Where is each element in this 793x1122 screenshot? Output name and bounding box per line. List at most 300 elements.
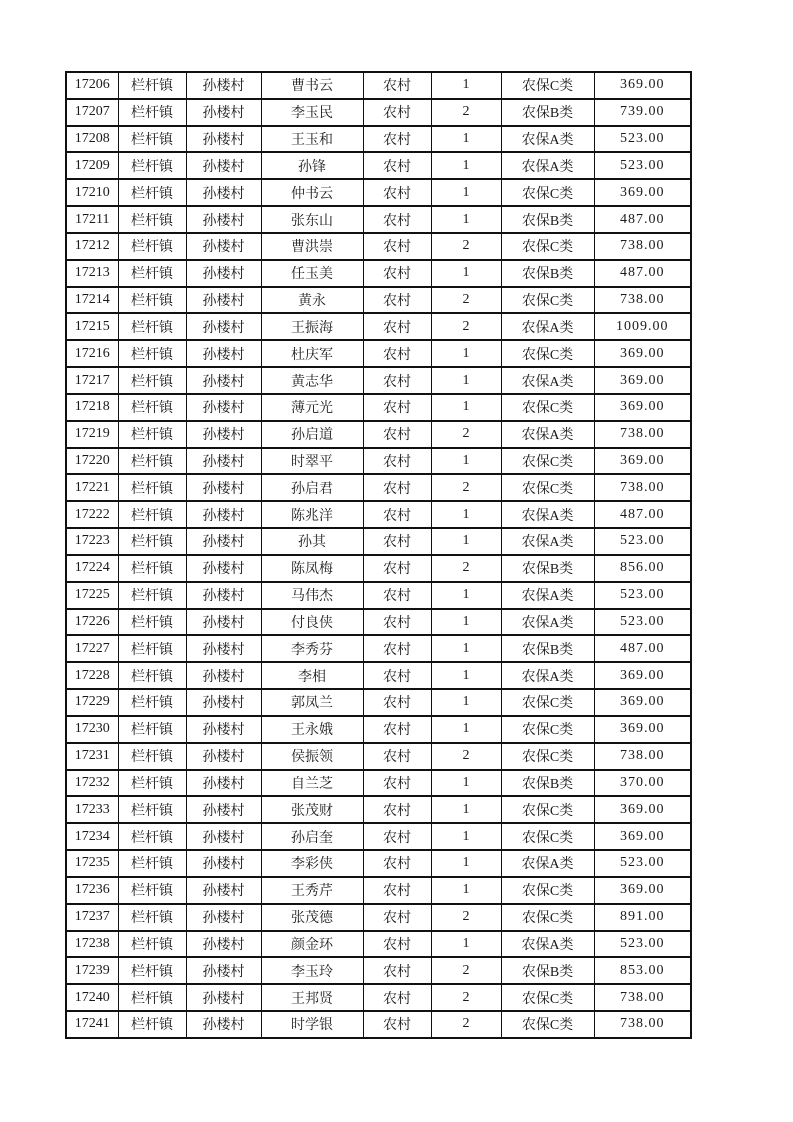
table-cell-id: 17238 (66, 931, 118, 958)
table-cell-insurance_class: 农保A类 (501, 421, 594, 448)
table-row (66, 823, 691, 850)
table-cell-town: 栏杆镇 (118, 877, 186, 904)
table-cell-residence_type: 农村 (363, 448, 431, 475)
table-cell-town: 栏杆镇 (118, 206, 186, 233)
table-row (66, 609, 691, 636)
table-cell-name: 王振海 (261, 313, 363, 340)
table-cell-town: 栏杆镇 (118, 984, 186, 1011)
table-row (66, 99, 691, 126)
table-cell-town: 栏杆镇 (118, 448, 186, 475)
table-cell-name: 张茂财 (261, 796, 363, 823)
table-row (66, 179, 691, 206)
table-cell-amount: 523.00 (594, 850, 691, 877)
table-row (66, 501, 691, 528)
table-cell-amount: 523.00 (594, 528, 691, 555)
table-cell-village: 孙楼村 (186, 743, 261, 770)
table-cell-person_count: 2 (431, 984, 501, 1011)
table-cell-id: 17235 (66, 850, 118, 877)
table-cell-id: 17222 (66, 501, 118, 528)
table-row (66, 716, 691, 743)
table-row (66, 152, 691, 179)
table-cell-name: 仲书云 (261, 179, 363, 206)
table-cell-residence_type: 农村 (363, 984, 431, 1011)
table-cell-village: 孙楼村 (186, 904, 261, 931)
table-cell-residence_type: 农村 (363, 823, 431, 850)
table-cell-village: 孙楼村 (186, 662, 261, 689)
table-cell-insurance_class: 农保A类 (501, 152, 594, 179)
table-cell-village: 孙楼村 (186, 635, 261, 662)
table-cell-insurance_class: 农保B类 (501, 206, 594, 233)
table-cell-village: 孙楼村 (186, 340, 261, 367)
table-cell-name: 曹洪崇 (261, 233, 363, 260)
table-cell-town: 栏杆镇 (118, 528, 186, 555)
table-cell-id: 17213 (66, 260, 118, 287)
table-cell-village: 孙楼村 (186, 689, 261, 716)
table-cell-insurance_class: 农保C类 (501, 1011, 594, 1038)
table-cell-village: 孙楼村 (186, 313, 261, 340)
table-cell-insurance_class: 农保A类 (501, 582, 594, 609)
table-row (66, 635, 691, 662)
table-row (66, 206, 691, 233)
table-cell-id: 17208 (66, 126, 118, 153)
table-cell-amount: 369.00 (594, 72, 691, 99)
table-cell-id: 17217 (66, 367, 118, 394)
table-cell-amount: 523.00 (594, 126, 691, 153)
table-cell-name: 陈凤梅 (261, 555, 363, 582)
table-cell-name: 时学银 (261, 1011, 363, 1038)
table-cell-village: 孙楼村 (186, 126, 261, 153)
table-cell-amount: 369.00 (594, 796, 691, 823)
table-cell-residence_type: 农村 (363, 689, 431, 716)
table-cell-town: 栏杆镇 (118, 394, 186, 421)
data-table (65, 71, 692, 1039)
table-cell-insurance_class: 农保C类 (501, 287, 594, 314)
table-cell-residence_type: 农村 (363, 931, 431, 958)
table-cell-insurance_class: 农保C类 (501, 796, 594, 823)
table-cell-person_count: 2 (431, 421, 501, 448)
table-row (66, 796, 691, 823)
table-cell-village: 孙楼村 (186, 179, 261, 206)
table-cell-amount: 738.00 (594, 743, 691, 770)
table-cell-person_count: 2 (431, 957, 501, 984)
table-row (66, 770, 691, 797)
table-row (66, 877, 691, 904)
table-cell-residence_type: 农村 (363, 233, 431, 260)
table-cell-amount: 856.00 (594, 555, 691, 582)
table-cell-village: 孙楼村 (186, 609, 261, 636)
table-cell-person_count: 1 (431, 340, 501, 367)
table-cell-residence_type: 农村 (363, 313, 431, 340)
table-cell-person_count: 1 (431, 609, 501, 636)
table-cell-person_count: 2 (431, 313, 501, 340)
table-cell-insurance_class: 农保C类 (501, 689, 594, 716)
table-cell-residence_type: 农村 (363, 367, 431, 394)
table-cell-person_count: 1 (431, 931, 501, 958)
table-cell-name: 王邦贤 (261, 984, 363, 1011)
table-cell-residence_type: 农村 (363, 72, 431, 99)
table-row (66, 233, 691, 260)
table-cell-amount: 369.00 (594, 689, 691, 716)
table-cell-amount: 738.00 (594, 474, 691, 501)
table-cell-village: 孙楼村 (186, 528, 261, 555)
table-cell-residence_type: 农村 (363, 662, 431, 689)
table-cell-id: 17209 (66, 152, 118, 179)
table-row (66, 367, 691, 394)
table-cell-name: 马伟杰 (261, 582, 363, 609)
table-cell-id: 17234 (66, 823, 118, 850)
table-cell-amount: 891.00 (594, 904, 691, 931)
table-cell-id: 17215 (66, 313, 118, 340)
table-cell-amount: 370.00 (594, 770, 691, 797)
table-cell-name: 郭凤兰 (261, 689, 363, 716)
table-cell-person_count: 2 (431, 287, 501, 314)
table-cell-residence_type: 农村 (363, 609, 431, 636)
table-cell-person_count: 1 (431, 72, 501, 99)
table-cell-residence_type: 农村 (363, 421, 431, 448)
table-cell-insurance_class: 农保A类 (501, 528, 594, 555)
table-cell-amount: 523.00 (594, 582, 691, 609)
table-cell-village: 孙楼村 (186, 823, 261, 850)
table-cell-insurance_class: 农保B类 (501, 99, 594, 126)
table-cell-town: 栏杆镇 (118, 1011, 186, 1038)
table-cell-id: 17239 (66, 957, 118, 984)
table-cell-residence_type: 农村 (363, 635, 431, 662)
table-row (66, 850, 691, 877)
table-cell-person_count: 1 (431, 528, 501, 555)
table-cell-id: 17224 (66, 555, 118, 582)
table-cell-residence_type: 农村 (363, 394, 431, 421)
table-cell-village: 孙楼村 (186, 716, 261, 743)
table-row (66, 72, 691, 99)
table-cell-name: 李彩侠 (261, 850, 363, 877)
table-cell-insurance_class: 农保C类 (501, 340, 594, 367)
table-cell-village: 孙楼村 (186, 474, 261, 501)
table-row (66, 126, 691, 153)
table-cell-name: 孙锋 (261, 152, 363, 179)
table-cell-residence_type: 农村 (363, 206, 431, 233)
table-cell-id: 17233 (66, 796, 118, 823)
table-cell-name: 孙启君 (261, 474, 363, 501)
table-cell-residence_type: 农村 (363, 582, 431, 609)
table-cell-insurance_class: 农保C类 (501, 743, 594, 770)
table-cell-residence_type: 农村 (363, 474, 431, 501)
table-cell-residence_type: 农村 (363, 743, 431, 770)
table-cell-id: 17216 (66, 340, 118, 367)
table-cell-residence_type: 农村 (363, 528, 431, 555)
table-cell-residence_type: 农村 (363, 957, 431, 984)
table-cell-person_count: 1 (431, 635, 501, 662)
table-cell-village: 孙楼村 (186, 957, 261, 984)
table-cell-amount: 738.00 (594, 421, 691, 448)
table-cell-village: 孙楼村 (186, 850, 261, 877)
table-cell-village: 孙楼村 (186, 99, 261, 126)
table-cell-village: 孙楼村 (186, 770, 261, 797)
table-cell-amount: 369.00 (594, 823, 691, 850)
table-cell-name: 王玉和 (261, 126, 363, 153)
table-cell-amount: 487.00 (594, 501, 691, 528)
table-cell-amount: 523.00 (594, 152, 691, 179)
table-cell-residence_type: 农村 (363, 555, 431, 582)
table-cell-town: 栏杆镇 (118, 635, 186, 662)
table-row (66, 448, 691, 475)
table-cell-person_count: 2 (431, 555, 501, 582)
table-cell-name: 颜金环 (261, 931, 363, 958)
table-cell-person_count: 2 (431, 904, 501, 931)
table-cell-residence_type: 农村 (363, 770, 431, 797)
table-cell-id: 17221 (66, 474, 118, 501)
table-cell-town: 栏杆镇 (118, 796, 186, 823)
table-cell-town: 栏杆镇 (118, 770, 186, 797)
table-cell-person_count: 1 (431, 850, 501, 877)
table-cell-village: 孙楼村 (186, 796, 261, 823)
table-cell-town: 栏杆镇 (118, 501, 186, 528)
table-cell-amount: 369.00 (594, 716, 691, 743)
table-cell-amount: 487.00 (594, 635, 691, 662)
table-cell-name: 李玉玲 (261, 957, 363, 984)
table-cell-name: 李玉民 (261, 99, 363, 126)
table-row (66, 313, 691, 340)
table-cell-town: 栏杆镇 (118, 152, 186, 179)
table-cell-village: 孙楼村 (186, 501, 261, 528)
table-row (66, 528, 691, 555)
table-row (66, 931, 691, 958)
table-cell-person_count: 1 (431, 206, 501, 233)
table-cell-insurance_class: 农保A类 (501, 662, 594, 689)
table-cell-residence_type: 农村 (363, 716, 431, 743)
table-cell-id: 17214 (66, 287, 118, 314)
table-cell-town: 栏杆镇 (118, 179, 186, 206)
table-cell-person_count: 1 (431, 716, 501, 743)
table-cell-person_count: 1 (431, 770, 501, 797)
table-cell-id: 17218 (66, 394, 118, 421)
table-row (66, 555, 691, 582)
table-cell-insurance_class: 农保A类 (501, 367, 594, 394)
table-cell-village: 孙楼村 (186, 394, 261, 421)
table-cell-amount: 738.00 (594, 287, 691, 314)
table-cell-person_count: 1 (431, 662, 501, 689)
table-cell-village: 孙楼村 (186, 72, 261, 99)
table-cell-insurance_class: 农保A类 (501, 126, 594, 153)
table-cell-town: 栏杆镇 (118, 823, 186, 850)
table-cell-town: 栏杆镇 (118, 931, 186, 958)
table-cell-person_count: 2 (431, 474, 501, 501)
table-cell-id: 17225 (66, 582, 118, 609)
table-cell-name: 黄志华 (261, 367, 363, 394)
table-cell-name: 孙启道 (261, 421, 363, 448)
table-cell-insurance_class: 农保C类 (501, 877, 594, 904)
table-cell-person_count: 1 (431, 260, 501, 287)
table-cell-town: 栏杆镇 (118, 904, 186, 931)
table-cell-name: 张茂德 (261, 904, 363, 931)
table-row (66, 662, 691, 689)
table-cell-town: 栏杆镇 (118, 340, 186, 367)
table-cell-town: 栏杆镇 (118, 474, 186, 501)
table-cell-insurance_class: 农保C类 (501, 233, 594, 260)
table-cell-insurance_class: 农保C类 (501, 448, 594, 475)
table-cell-insurance_class: 农保B类 (501, 957, 594, 984)
table-cell-amount: 523.00 (594, 609, 691, 636)
table-cell-name: 李相 (261, 662, 363, 689)
table-cell-insurance_class: 农保A类 (501, 931, 594, 958)
table-cell-town: 栏杆镇 (118, 287, 186, 314)
table-cell-id: 17226 (66, 609, 118, 636)
table-cell-amount: 738.00 (594, 233, 691, 260)
table-cell-village: 孙楼村 (186, 287, 261, 314)
table-cell-town: 栏杆镇 (118, 555, 186, 582)
table-cell-insurance_class: 农保B类 (501, 770, 594, 797)
table-cell-amount: 369.00 (594, 394, 691, 421)
table-cell-village: 孙楼村 (186, 206, 261, 233)
table-cell-residence_type: 农村 (363, 501, 431, 528)
table-cell-person_count: 1 (431, 394, 501, 421)
table-cell-residence_type: 农村 (363, 796, 431, 823)
table-cell-residence_type: 农村 (363, 99, 431, 126)
table-cell-insurance_class: 农保C类 (501, 72, 594, 99)
table-cell-id: 17228 (66, 662, 118, 689)
table-cell-id: 17207 (66, 99, 118, 126)
table-cell-town: 栏杆镇 (118, 582, 186, 609)
table-row (66, 1011, 691, 1038)
table-cell-village: 孙楼村 (186, 421, 261, 448)
table-cell-amount: 853.00 (594, 957, 691, 984)
table-cell-person_count: 1 (431, 877, 501, 904)
table-cell-person_count: 1 (431, 152, 501, 179)
table-cell-village: 孙楼村 (186, 1011, 261, 1038)
table-cell-person_count: 1 (431, 689, 501, 716)
table-cell-name: 王永娥 (261, 716, 363, 743)
table-cell-residence_type: 农村 (363, 340, 431, 367)
table-cell-insurance_class: 农保A类 (501, 313, 594, 340)
table-cell-name: 付良侠 (261, 609, 363, 636)
table-cell-village: 孙楼村 (186, 877, 261, 904)
table-cell-amount: 1009.00 (594, 313, 691, 340)
table-cell-residence_type: 农村 (363, 260, 431, 287)
table-cell-person_count: 2 (431, 1011, 501, 1038)
table-cell-residence_type: 农村 (363, 1011, 431, 1038)
table-cell-amount: 369.00 (594, 340, 691, 367)
table-cell-town: 栏杆镇 (118, 233, 186, 260)
table-cell-name: 薄元光 (261, 394, 363, 421)
table-cell-person_count: 1 (431, 796, 501, 823)
table-cell-name: 杜庆军 (261, 340, 363, 367)
table-cell-person_count: 1 (431, 448, 501, 475)
table-cell-town: 栏杆镇 (118, 99, 186, 126)
table-cell-insurance_class: 农保B类 (501, 635, 594, 662)
table-cell-person_count: 1 (431, 367, 501, 394)
table-cell-insurance_class: 农保C类 (501, 904, 594, 931)
table-cell-name: 王秀芹 (261, 877, 363, 904)
table-cell-amount: 369.00 (594, 367, 691, 394)
table-cell-name: 曹书云 (261, 72, 363, 99)
table-cell-town: 栏杆镇 (118, 72, 186, 99)
table-cell-village: 孙楼村 (186, 582, 261, 609)
table-cell-town: 栏杆镇 (118, 689, 186, 716)
table-cell-name: 陈兆洋 (261, 501, 363, 528)
table-cell-insurance_class: 农保C类 (501, 394, 594, 421)
table-cell-person_count: 1 (431, 179, 501, 206)
table-cell-person_count: 1 (431, 823, 501, 850)
table-cell-village: 孙楼村 (186, 555, 261, 582)
table-cell-name: 李秀芬 (261, 635, 363, 662)
table-cell-town: 栏杆镇 (118, 313, 186, 340)
table-cell-name: 侯振领 (261, 743, 363, 770)
table-cell-village: 孙楼村 (186, 260, 261, 287)
table-cell-id: 17230 (66, 716, 118, 743)
table-cell-town: 栏杆镇 (118, 421, 186, 448)
table-cell-town: 栏杆镇 (118, 662, 186, 689)
table-cell-id: 17220 (66, 448, 118, 475)
table-body (66, 72, 691, 1038)
table-cell-person_count: 2 (431, 743, 501, 770)
table-cell-town: 栏杆镇 (118, 126, 186, 153)
table-cell-id: 17240 (66, 984, 118, 1011)
table-cell-residence_type: 农村 (363, 850, 431, 877)
table-cell-insurance_class: 农保B类 (501, 260, 594, 287)
table-cell-id: 17212 (66, 233, 118, 260)
table-cell-town: 栏杆镇 (118, 260, 186, 287)
table-cell-name: 任玉美 (261, 260, 363, 287)
table-cell-id: 17241 (66, 1011, 118, 1038)
table-cell-village: 孙楼村 (186, 233, 261, 260)
table-cell-id: 17231 (66, 743, 118, 770)
table-cell-id: 17210 (66, 179, 118, 206)
table-cell-residence_type: 农村 (363, 152, 431, 179)
table-row (66, 743, 691, 770)
table-cell-insurance_class: 农保A类 (501, 850, 594, 877)
table-cell-residence_type: 农村 (363, 877, 431, 904)
table-cell-residence_type: 农村 (363, 287, 431, 314)
table-cell-id: 17206 (66, 72, 118, 99)
table-cell-amount: 738.00 (594, 1011, 691, 1038)
table-cell-residence_type: 农村 (363, 126, 431, 153)
table-cell-person_count: 2 (431, 233, 501, 260)
table-cell-residence_type: 农村 (363, 904, 431, 931)
table-cell-amount: 487.00 (594, 260, 691, 287)
table-cell-village: 孙楼村 (186, 152, 261, 179)
table-cell-amount: 369.00 (594, 448, 691, 475)
table-cell-name: 孙其 (261, 528, 363, 555)
table-cell-town: 栏杆镇 (118, 743, 186, 770)
table-cell-insurance_class: 农保C类 (501, 984, 594, 1011)
table-row (66, 260, 691, 287)
table-cell-town: 栏杆镇 (118, 850, 186, 877)
table-cell-id: 17236 (66, 877, 118, 904)
table-cell-name: 孙启奎 (261, 823, 363, 850)
table-cell-insurance_class: 农保C类 (501, 474, 594, 501)
table-cell-insurance_class: 农保C类 (501, 716, 594, 743)
table-cell-amount: 369.00 (594, 179, 691, 206)
table-cell-village: 孙楼村 (186, 367, 261, 394)
table-cell-town: 栏杆镇 (118, 716, 186, 743)
table-cell-person_count: 2 (431, 99, 501, 126)
table-cell-amount: 739.00 (594, 99, 691, 126)
table-cell-insurance_class: 农保A类 (501, 609, 594, 636)
table-cell-town: 栏杆镇 (118, 957, 186, 984)
table-cell-insurance_class: 农保B类 (501, 555, 594, 582)
table-cell-id: 17229 (66, 689, 118, 716)
table-cell-name: 自兰芝 (261, 770, 363, 797)
table-row (66, 421, 691, 448)
table-cell-name: 黄永 (261, 287, 363, 314)
table-cell-residence_type: 农村 (363, 179, 431, 206)
table-cell-id: 17223 (66, 528, 118, 555)
table-cell-person_count: 1 (431, 126, 501, 153)
table-row (66, 474, 691, 501)
table-cell-insurance_class: 农保C类 (501, 823, 594, 850)
table-row (66, 689, 691, 716)
table-cell-insurance_class: 农保A类 (501, 501, 594, 528)
table-row (66, 904, 691, 931)
